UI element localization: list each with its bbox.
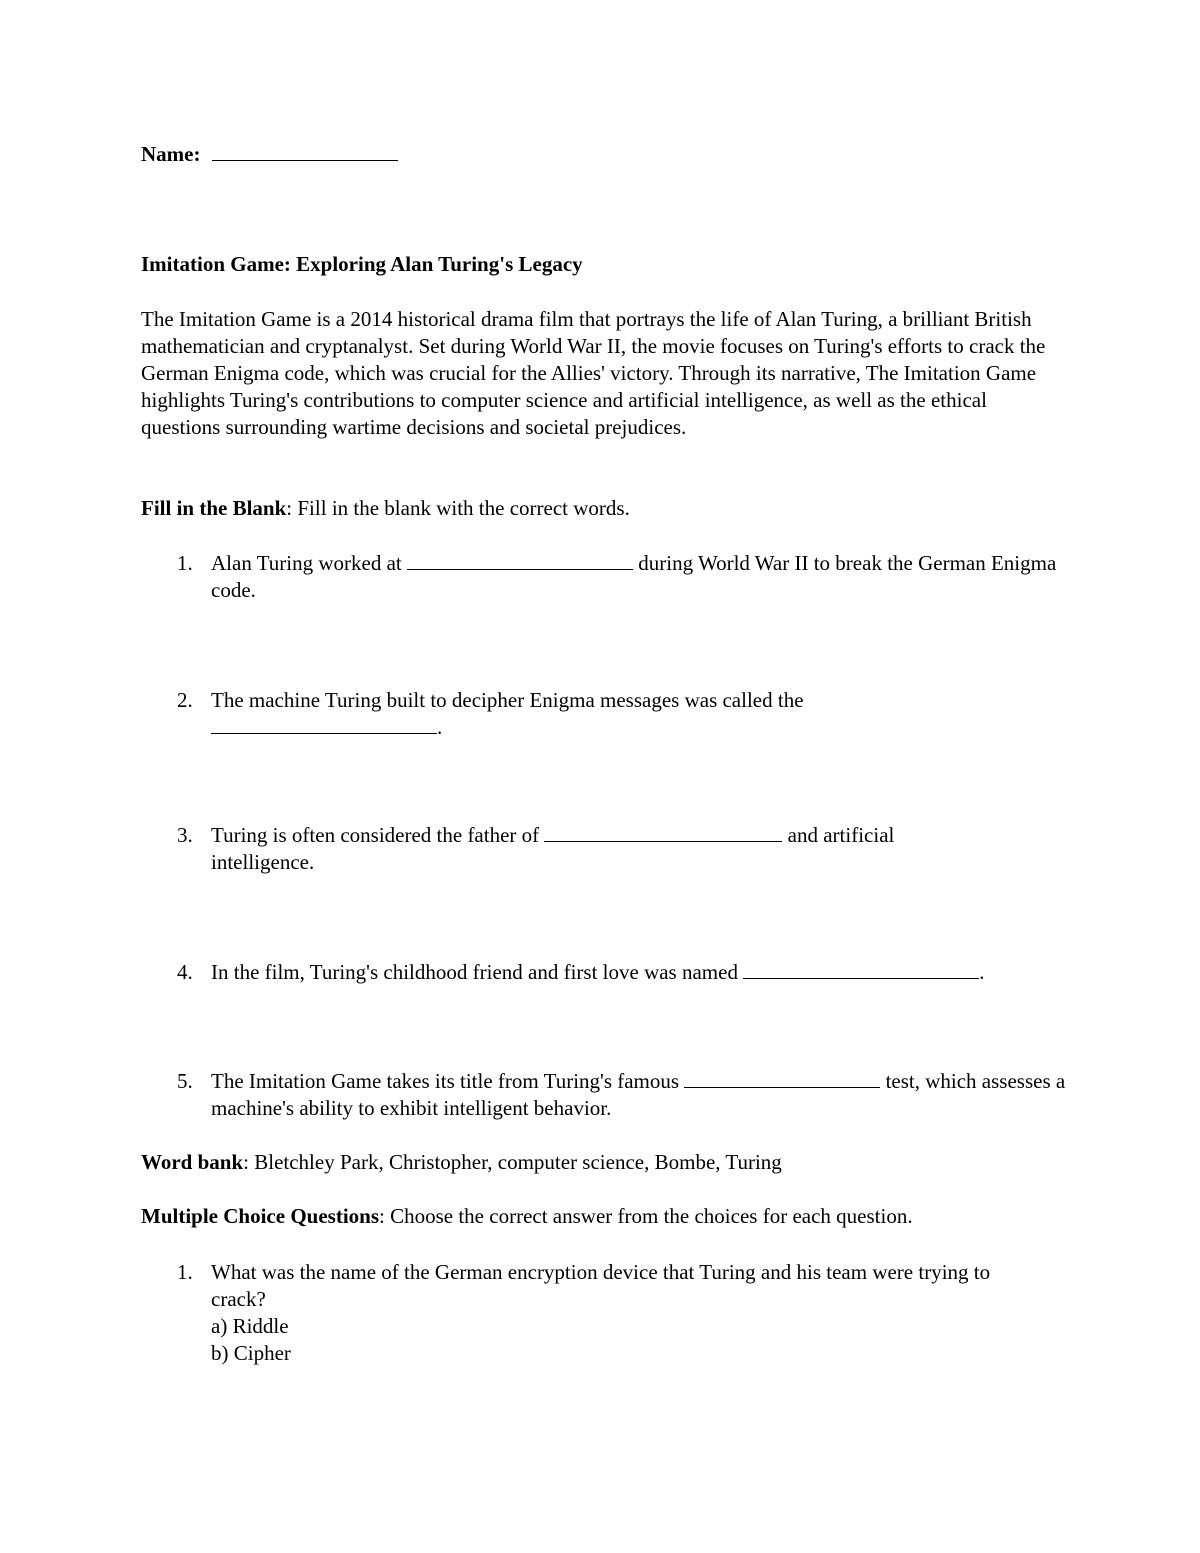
question-number: 1.: [177, 551, 193, 575]
question-text: Turing is often considered the father of and artificial intelligence.: [211, 823, 895, 874]
question-number: 5.: [177, 1069, 193, 1093]
multiple-choice-title: Multiple Choice Questions: [141, 1204, 380, 1228]
answer-blank[interactable]: [743, 960, 979, 979]
question-number: 2.: [177, 688, 193, 712]
question-number: 1.: [177, 1260, 193, 1284]
question-text: The machine Turing built to decipher Enigma messages was called the .: [211, 688, 804, 739]
word-bank-title: Word bank: [141, 1150, 244, 1174]
fill-blank-instruction: : Fill in the blank with the correct words.: [286, 496, 630, 520]
question-text: In the film, Turing's childhood friend and first love was named .: [211, 960, 985, 984]
answer-blank[interactable]: [544, 823, 782, 842]
question-number: 4.: [177, 960, 193, 984]
fill-blank-title: Fill in the Blank: [141, 496, 287, 520]
question-number: 3.: [177, 823, 193, 847]
answer-blank[interactable]: [684, 1069, 880, 1088]
name-label: Name:: [141, 142, 201, 166]
answer-blank[interactable]: [407, 551, 633, 570]
question-body: [211, 1259, 1011, 1367]
multiple-choice-heading: [141, 1204, 913, 1229]
answer-option[interactable]: b) Cipher: [211, 1341, 291, 1365]
word-bank: [141, 1150, 782, 1175]
question-text: What was the name of the German encryption device that Turing and his team were trying to crack?: [211, 1260, 991, 1311]
fill-blank-heading: [141, 496, 630, 521]
worksheet-title: Imitation Game: Exploring Alan Turing's Legacy: [141, 252, 583, 276]
question-text: The Imitation Game takes its title from Turing's famous test, which assesses a machine's ability to exhibit intelligent behavior.: [211, 1069, 1066, 1120]
answer-option[interactable]: a) Riddle: [211, 1314, 289, 1338]
question-text: Alan Turing worked at during World War II to break the German Enigma code.: [211, 551, 1057, 602]
name-field: [141, 142, 398, 167]
name-blank[interactable]: [212, 142, 398, 161]
word-bank-words: : Bletchley Park, Christopher, computer science, Bombe, Turing: [243, 1150, 782, 1174]
multiple-choice-instruction: : Choose the correct answer from the choices for each question.: [379, 1204, 913, 1228]
answer-blank[interactable]: [211, 715, 437, 734]
intro-paragraph: The Imitation Game is a 2014 historical drama film that portrays the life of Alan Turing, a brilliant British mathematician and cryptanalyst. Set during World War II, the movie focuses on Turing's efforts to crack the German Enigma code, which was crucial for the Allies' victory. Through its narrative, The Imitation Game highlights Turing's contributions to computer science and artificial intelligence, as well as the ethical questions surrounding wartime decisions and societal prejudices.: [141, 307, 1046, 439]
